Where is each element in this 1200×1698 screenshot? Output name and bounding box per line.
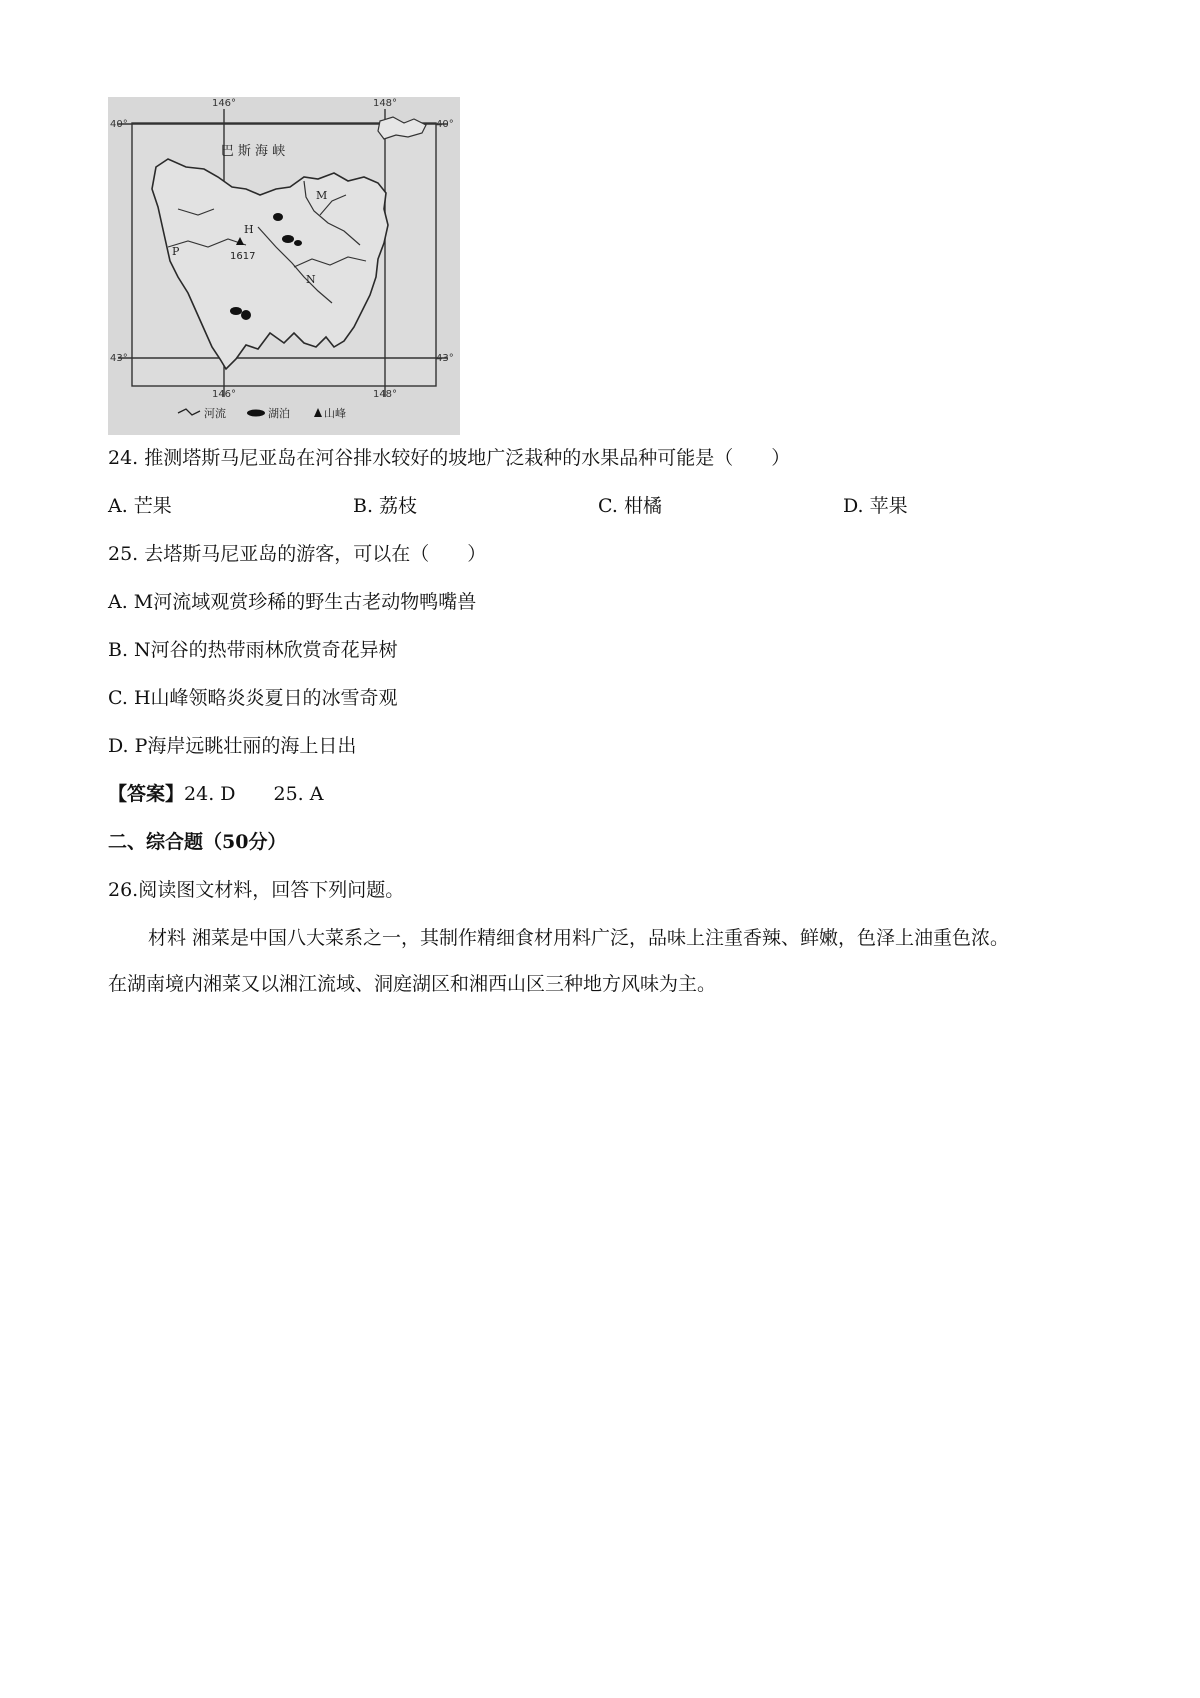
- q25-option-c: C. H山峰领略炎炎夏日的冰雪奇观: [108, 687, 398, 709]
- peak-elevation: 1617: [230, 251, 256, 262]
- lake-2: [282, 235, 294, 243]
- lon-label-146-top: 146°: [211, 98, 237, 109]
- answer-label: 【答案】: [108, 783, 185, 805]
- point-label-n: N: [306, 273, 316, 286]
- answer-line: [108, 782, 323, 806]
- strait-label: 巴 斯 海 峡: [220, 144, 286, 159]
- q24-option-b: B. 荔枝: [353, 495, 418, 517]
- point-label-p: P: [172, 245, 180, 258]
- q26-material-line-2: 在湖南境内湘菜又以湘江流域、洞庭湖区和湘西山区三种地方风味为主。: [108, 973, 717, 995]
- lat-label-43-right: 43°: [436, 353, 454, 364]
- lat-label-40-right: 40°: [436, 119, 454, 130]
- q25-option-b: B. N河谷的热带雨林欣赏奇花异树: [108, 639, 398, 661]
- question-24-stem: 24. 推测塔斯马尼亚岛在河谷排水较好的坡地广泛栽种的水果品种可能是（ ）: [108, 447, 791, 469]
- lon-label-146-bottom: 146°: [211, 389, 237, 400]
- q24-option-d: D. 苹果: [843, 495, 908, 517]
- lake-3: [294, 240, 302, 246]
- q25-option-d: D. P海岸远眺壮丽的海上日出: [108, 735, 357, 757]
- q25-option-a: A. M河流域观赏珍稀的野生古老动物鸭嘴兽: [108, 591, 477, 613]
- legend-river-label: 河流: [204, 407, 226, 420]
- lon-label-148-bottom: 148°: [372, 389, 398, 400]
- answer-text: 24. D 25. A: [184, 783, 324, 805]
- point-label-m: M: [316, 189, 328, 202]
- lat-label-40-left: 40°: [110, 119, 128, 130]
- q26-material-line-1: 材料 湘菜是中国八大菜系之一，其制作精细食材用料广泛，品味上注重香辣、鲜嫩，色泽上油重色浓。: [148, 927, 1010, 949]
- legend-peak-label: 山峰: [324, 407, 346, 420]
- q26-material: [108, 926, 1108, 996]
- lake-1: [273, 213, 283, 221]
- lake-5: [241, 310, 251, 320]
- legend-lake-icon: [247, 410, 265, 417]
- lat-label-43-left: 43°: [110, 353, 128, 364]
- point-label-h: H: [244, 223, 254, 236]
- question-25-stem: 25. 去塔斯马尼亚岛的游客，可以在（ ）: [108, 543, 487, 565]
- q24-option-a: A. 芒果: [108, 495, 172, 517]
- legend-lake-label: 湖泊: [268, 407, 290, 420]
- section-2-title: 二、综合题（50分）: [108, 831, 287, 853]
- lon-label-148-top: 148°: [372, 98, 398, 109]
- question-26-stem: 26.阅读图文材料，回答下列问题。: [108, 879, 405, 901]
- lake-4: [230, 307, 242, 315]
- tasmania-map: [108, 97, 460, 435]
- q24-option-c: C. 柑橘: [598, 495, 662, 517]
